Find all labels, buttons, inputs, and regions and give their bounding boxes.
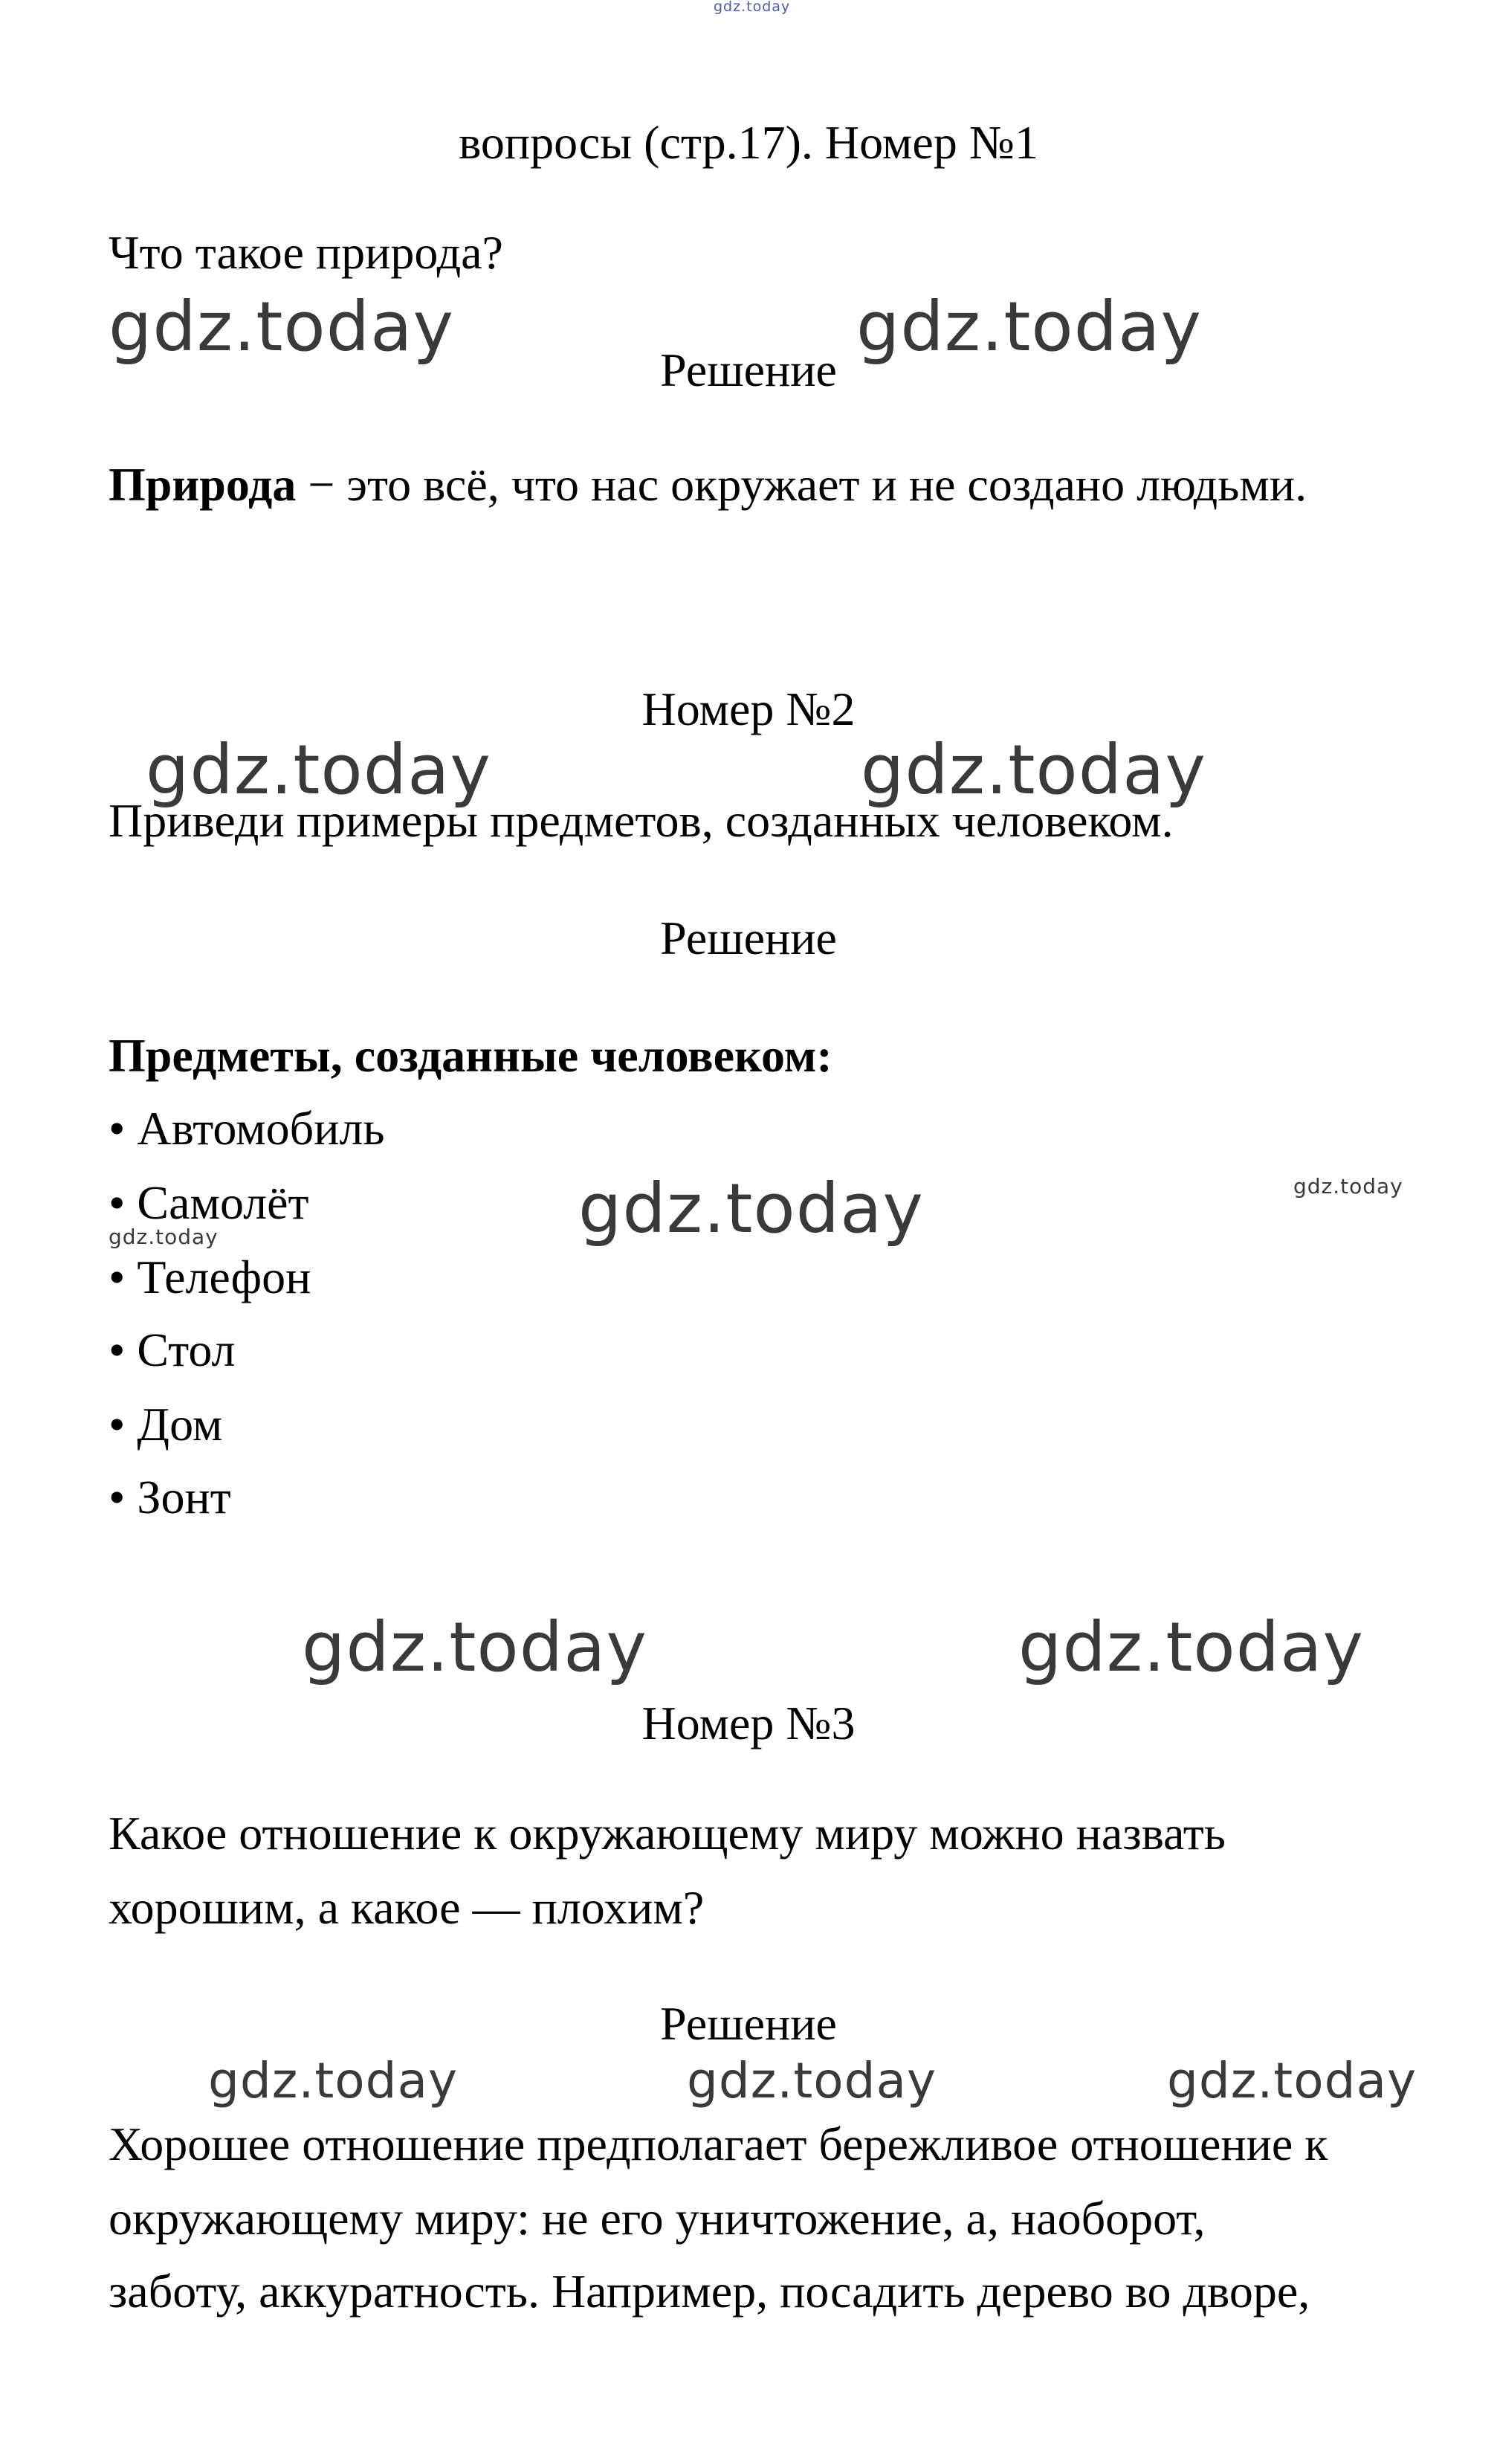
watermark-text: gdz.today	[856, 287, 1202, 367]
solution-label-1: Решение	[660, 344, 837, 396]
solution-label-2: Решение	[660, 912, 837, 964]
task-2-heading: Номер №2	[641, 683, 856, 735]
list-item: • Дом	[109, 1398, 223, 1451]
watermark-text: gdz.today	[714, 0, 791, 15]
list-item: • Самолёт	[109, 1176, 309, 1229]
watermark-text: gdz.today	[208, 2052, 459, 2109]
solution-label-3: Решение	[660, 1997, 837, 2050]
watermark-text: gdz.today	[302, 1607, 647, 1687]
watermark-text: gdz.today	[861, 730, 1206, 810]
watermark-text: gdz.today	[1293, 1174, 1403, 1199]
answer-1-term: Природа	[109, 458, 297, 511]
watermark-text: gdz.today	[687, 2052, 937, 2109]
watermark-text: gdz.today	[578, 1169, 924, 1248]
task-3-heading: Номер №3	[641, 1697, 856, 1749]
watermark-text: gdz.today	[146, 730, 491, 810]
answer-1-text: − это всё, что нас окружает и не создано людьми.	[296, 458, 1307, 511]
list-item: • Зонт	[109, 1471, 231, 1523]
watermark-text: gdz.today	[109, 287, 454, 367]
list-title: Предметы, созданные человеком:	[109, 1029, 832, 1082]
watermark-text: gdz.today	[1167, 2052, 1417, 2109]
question-1: Что такое природа?	[109, 226, 503, 279]
question-3-line: Какое отношение к окружающему миру можно назвать	[109, 1807, 1226, 1860]
answer-3-line: окружающему миру: не его уничтожение, а, наоборот,	[109, 2192, 1206, 2245]
list-item: • Стол	[109, 1323, 236, 1376]
answer-3-line: заботу, аккуратность. Например, посадить дерево во дворе,	[109, 2265, 1310, 2318]
answer-1	[109, 458, 1307, 511]
answer-3-line: Хорошее отношение предполагает бережливое отношение к	[109, 2118, 1328, 2170]
list-item: • Автомобиль	[109, 1102, 385, 1155]
list-item: • Телефон	[109, 1251, 311, 1303]
watermark-text: gdz.today	[1018, 1607, 1364, 1687]
question-3-line: хорошим, а какое — плохим?	[109, 1881, 705, 1934]
question-2: Приведи примеры предметов, созданных человеком.	[109, 794, 1174, 847]
page-title: вопросы (стр.17). Номер №1	[459, 116, 1038, 169]
watermark-text: gdz.today	[109, 1225, 219, 1249]
